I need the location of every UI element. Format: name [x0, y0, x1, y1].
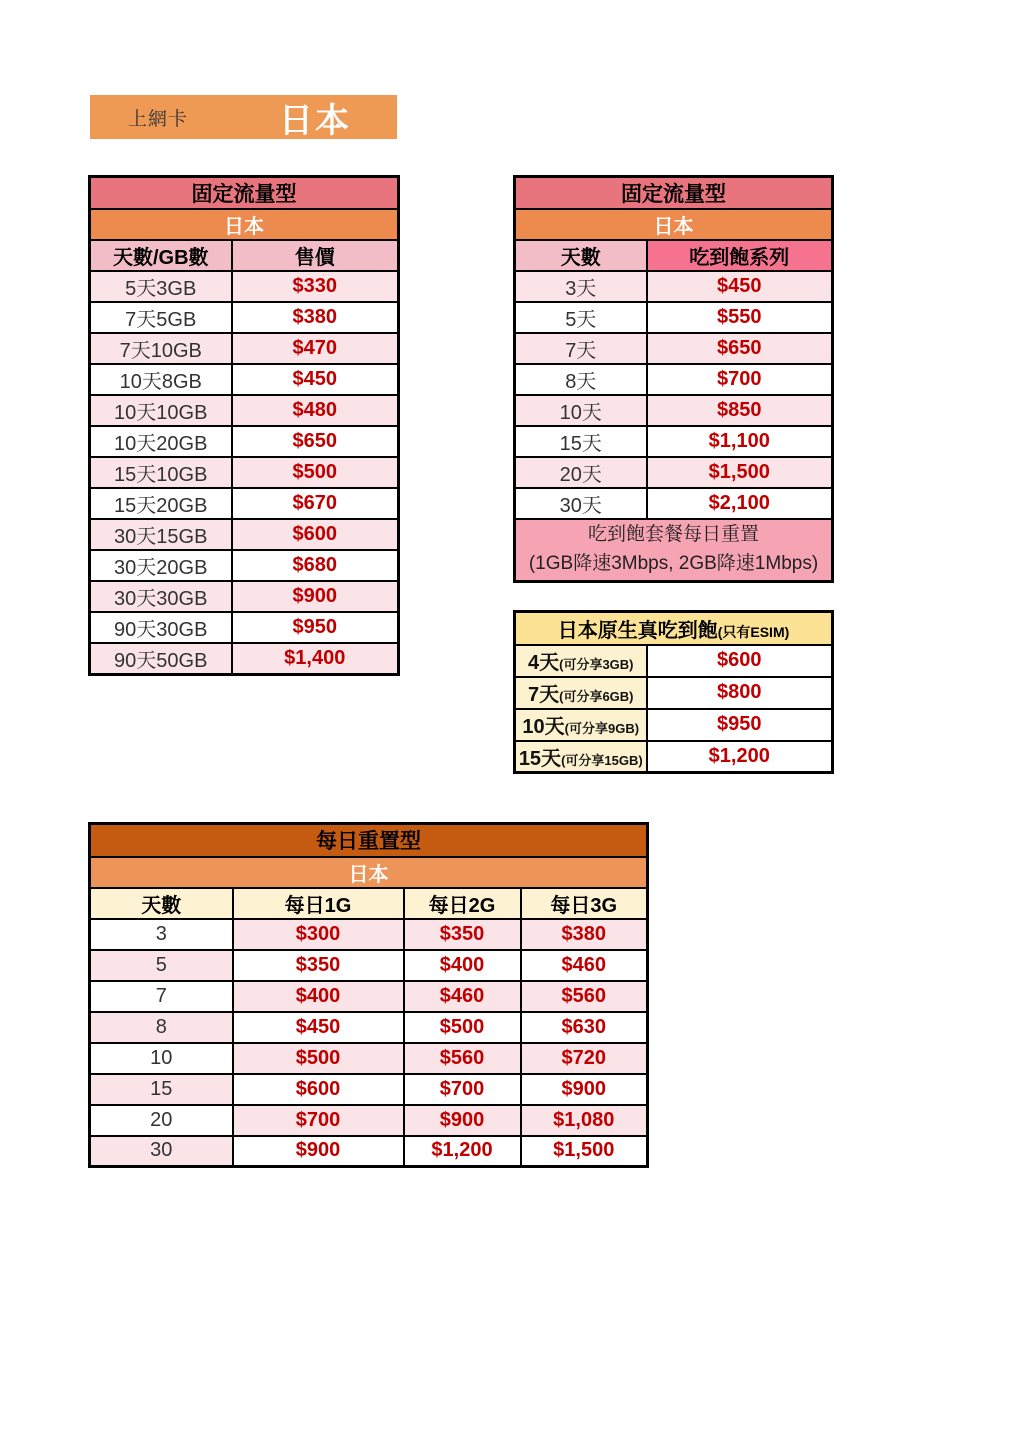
region-row [515, 209, 833, 240]
table-row [90, 271, 399, 302]
plan-label: 7天 [515, 333, 647, 364]
table-row [90, 426, 399, 457]
plan-days: 20 [90, 1105, 233, 1136]
price-1g: $900 [233, 1136, 404, 1167]
region-row [90, 857, 648, 888]
plan-label: 10天20GB [90, 426, 232, 457]
plan-label: 15天20GB [90, 488, 232, 519]
plan-price: $700 [647, 364, 833, 395]
table-row [90, 950, 648, 981]
table-row [90, 364, 399, 395]
plan-label: 30天 [515, 488, 647, 519]
table-footer-row [515, 519, 833, 581]
plan-label: 90天30GB [90, 612, 232, 643]
plan-price: $650 [647, 333, 833, 364]
plan-price: $600 [232, 519, 399, 550]
table-row [515, 457, 833, 488]
column-header-price: 售價 [232, 240, 399, 271]
banner-category-label: 上網卡 [128, 108, 189, 130]
plan-price: $1,500 [647, 457, 833, 488]
plan-label: 30天15GB [90, 519, 232, 550]
column-header-3g: 每日3G [521, 888, 648, 919]
plan-days: 10天 [522, 716, 565, 738]
table-row [90, 550, 399, 581]
table-row [90, 333, 399, 364]
plan-share-note: (可分享15GB) [561, 752, 643, 768]
price-1g: $300 [233, 919, 404, 950]
plan-price: $450 [232, 364, 399, 395]
plan-price: $480 [232, 395, 399, 426]
region-label: 日本 [90, 857, 648, 888]
plan-price: $600 [647, 645, 833, 677]
plan-price: $950 [232, 612, 399, 643]
table-title-row [515, 177, 833, 210]
plan-days: 10 [90, 1043, 233, 1074]
plan-share-note: (可分享6GB) [559, 689, 634, 704]
price-2g: $700 [404, 1074, 521, 1105]
unlimited-data-table [513, 175, 834, 583]
column-header-days-gb: 天數/GB數 [90, 240, 232, 271]
plan-price: $550 [647, 302, 833, 333]
price-3g: $1,080 [521, 1105, 648, 1136]
esim-title-note: (只有ESIM) [717, 623, 790, 640]
table-title-row [515, 612, 833, 645]
table-row [90, 457, 399, 488]
column-header-1g: 每日1G [233, 888, 404, 919]
table-row [90, 395, 399, 426]
esim-table [513, 610, 834, 774]
daily-reset-table [88, 822, 649, 1168]
plan-label: 90天50GB [90, 643, 232, 675]
plan-label: 15天10GB [90, 457, 232, 488]
plan-price: $900 [232, 581, 399, 612]
price-3g: $900 [521, 1074, 648, 1105]
plan-label [515, 645, 647, 677]
table-row [90, 919, 648, 950]
price-1g: $600 [233, 1074, 404, 1105]
plan-days: 15天 [518, 747, 562, 770]
table-row [515, 364, 833, 395]
table-title: 固定流量型 [515, 177, 833, 210]
plan-price: $500 [232, 457, 399, 488]
plan-label [515, 741, 647, 773]
plan-price: $850 [647, 395, 833, 426]
plan-label: 30天20GB [90, 550, 232, 581]
esim-title-text: 日本原生真吃到飽 [557, 619, 718, 642]
table-title-row [90, 824, 648, 857]
table-row [90, 581, 399, 612]
plan-days: 7天 [527, 684, 560, 706]
plan-price: $670 [232, 488, 399, 519]
price-2g: $500 [404, 1012, 521, 1043]
table-row [515, 709, 833, 741]
plan-days: 5 [90, 950, 233, 981]
plan-price: $800 [647, 677, 833, 709]
plan-label: 20天 [515, 457, 647, 488]
plan-price: $1,400 [232, 643, 399, 675]
price-3g: $460 [521, 950, 648, 981]
table-row [90, 1043, 648, 1074]
plan-days: 3 [90, 919, 233, 950]
table-row [515, 302, 833, 333]
banner-country-label: 日本 [279, 101, 351, 140]
table-row [90, 981, 648, 1012]
plan-label: 8天 [515, 364, 647, 395]
plan-price: $1,100 [647, 426, 833, 457]
price-2g: $350 [404, 919, 521, 950]
column-header-days: 天數 [515, 240, 647, 271]
plan-price: $450 [647, 271, 833, 302]
plan-price: $680 [232, 550, 399, 581]
price-2g: $560 [404, 1043, 521, 1074]
plan-days: 7 [90, 981, 233, 1012]
table-row [515, 741, 833, 773]
table-row [90, 1012, 648, 1043]
column-header-row [515, 240, 833, 271]
column-header-2g: 每日2G [404, 888, 521, 919]
table-row [90, 1136, 648, 1167]
plan-label: 10天 [515, 395, 647, 426]
plan-share-note: (可分享3GB) [559, 657, 634, 672]
column-header-unlimited: 吃到飽系列 [647, 240, 833, 271]
plan-label: 3天 [515, 271, 647, 302]
plan-label: 7天10GB [90, 333, 232, 364]
region-label: 日本 [515, 209, 833, 240]
price-2g: $460 [404, 981, 521, 1012]
price-2g: $900 [404, 1105, 521, 1136]
table-row [90, 1105, 648, 1136]
price-3g: $720 [521, 1043, 648, 1074]
price-2g: $1,200 [404, 1136, 521, 1167]
footer-note-line2: (1GB降速3Mbps, 2GB降速1Mbps) [528, 552, 819, 574]
price-1g: $450 [233, 1012, 404, 1043]
table-row [90, 612, 399, 643]
table-row [90, 488, 399, 519]
price-1g: $350 [233, 950, 404, 981]
price-1g: $400 [233, 981, 404, 1012]
table-row [90, 519, 399, 550]
column-header-row [90, 888, 648, 919]
plan-price: $380 [232, 302, 399, 333]
table-row [515, 333, 833, 364]
price-2g: $400 [404, 950, 521, 981]
table-title-row [90, 177, 399, 210]
column-header-days: 天數 [90, 888, 233, 919]
table-row [515, 271, 833, 302]
region-label: 日本 [90, 209, 399, 240]
table-row [515, 645, 833, 677]
plan-price: $650 [232, 426, 399, 457]
table-row [515, 426, 833, 457]
plan-label: 10天8GB [90, 364, 232, 395]
table-row [515, 677, 833, 709]
price-3g: $560 [521, 981, 648, 1012]
plan-share-note: (可分享9GB) [564, 721, 640, 736]
plan-label: 7天5GB [90, 302, 232, 333]
plan-label: 30天30GB [90, 581, 232, 612]
price-3g: $1,500 [521, 1136, 648, 1167]
plan-label: 5天 [515, 302, 647, 333]
plan-days: 8 [90, 1012, 233, 1043]
plan-price: $330 [232, 271, 399, 302]
plan-days: 30 [90, 1136, 233, 1167]
price-3g: $380 [521, 919, 648, 950]
plan-days: 15 [90, 1074, 233, 1105]
table-row [90, 643, 399, 675]
plan-days: 4天 [527, 652, 560, 674]
table-row [90, 1074, 648, 1105]
plan-label: 15天 [515, 426, 647, 457]
region-row [90, 209, 399, 240]
unlimited-footer-note [515, 519, 833, 581]
fixed-data-table [88, 175, 400, 676]
footer-note-line1: 吃到飽套餐每日重置 [587, 524, 759, 546]
plan-label [515, 677, 647, 709]
plan-price: $1,200 [647, 741, 833, 773]
table-row [90, 302, 399, 333]
plan-label: 10天10GB [90, 395, 232, 426]
price-1g: $700 [233, 1105, 404, 1136]
table-row [515, 488, 833, 519]
plan-price: $950 [647, 709, 833, 741]
plan-price: $2,100 [647, 488, 833, 519]
price-1g: $500 [233, 1043, 404, 1074]
plan-label [515, 709, 647, 741]
price-3g: $630 [521, 1012, 648, 1043]
page-banner [90, 95, 397, 139]
plan-price: $470 [232, 333, 399, 364]
table-row [515, 395, 833, 426]
esim-table-title [515, 612, 833, 645]
table-title: 固定流量型 [90, 177, 399, 210]
column-header-row [90, 240, 399, 271]
table-title: 每日重置型 [90, 824, 648, 857]
plan-label: 5天3GB [90, 271, 232, 302]
